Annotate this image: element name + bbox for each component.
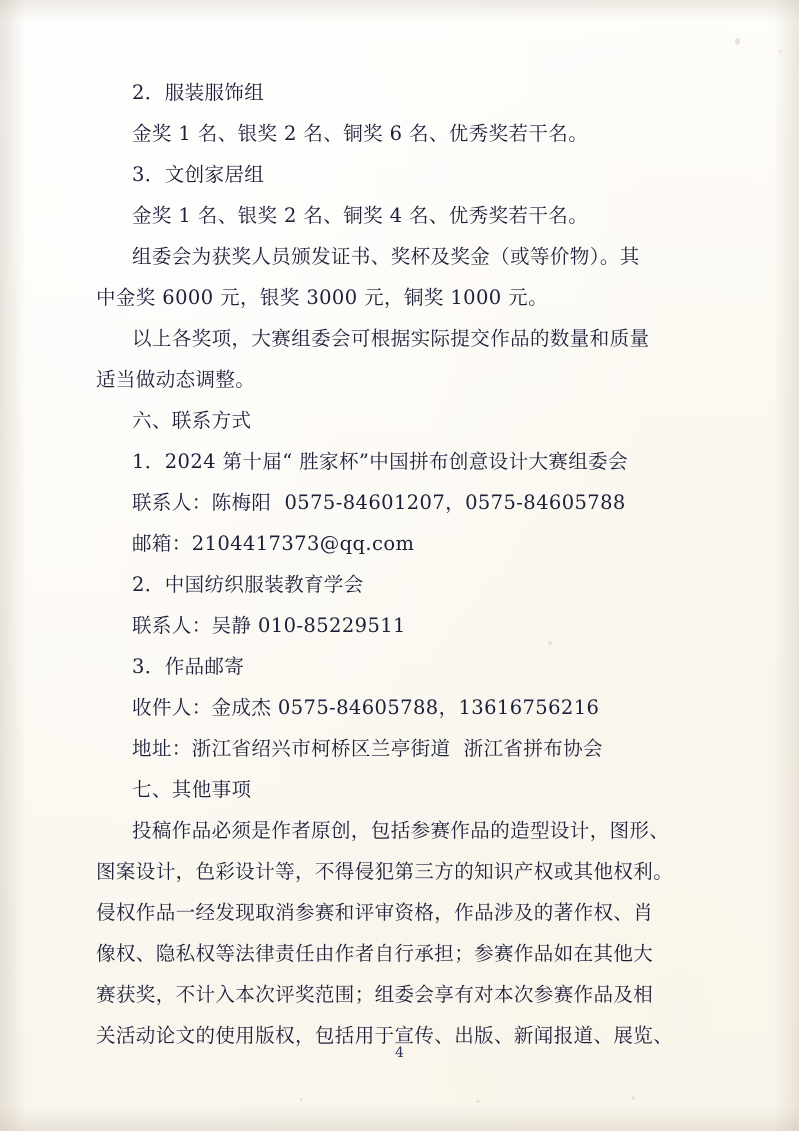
body-line: 图案设计，色彩设计等，不得侵犯第三方的知识产权或其他权利。 <box>96 860 674 883</box>
body-line-address: 地址：浙江省绍兴市柯桥区兰亭街道 浙江省拼布协会 <box>132 737 603 760</box>
page-bottom-shadow <box>0 1105 799 1131</box>
page-right-shadow <box>773 0 799 1131</box>
body-line-email: 邮箱：2104417373@qq.com <box>132 532 415 555</box>
body-line: 金奖 1 名、银奖 2 名、铜奖 4 名、优秀奖若干名。 <box>132 204 589 227</box>
body-line: 3．作品邮寄 <box>132 655 245 678</box>
body-line: 投稿作品必须是作者原创，包括参赛作品的造型设计，图形、 <box>132 819 670 842</box>
body-line: 关活动论文的使用版权，包括用于宣传、出版、新闻报道、展览、 <box>96 1024 674 1047</box>
scan-speck <box>476 1100 480 1103</box>
body-line: 收件人：金成杰 0575-84605788，13616756216 <box>132 696 600 719</box>
section-heading-contact: 六、联系方式 <box>132 409 252 432</box>
body-line: 以上各奖项，大赛组委会可根据实际提交作品的数量和质量 <box>132 327 650 350</box>
body-line: 2．服装服饰组 <box>132 81 265 104</box>
body-line: 像权、隐私权等法律责任由作者自行承担；参赛作品如在其他大 <box>96 942 654 965</box>
body-line: 金奖 1 名、银奖 2 名、铜奖 6 名、优秀奖若干名。 <box>132 122 589 145</box>
body-line: 联系人：陈梅阳 0575-84601207，0575-84605788 <box>132 491 626 514</box>
body-line: 赛获奖，不计入本次评奖范围；组委会享有对本次参赛作品及相 <box>96 983 654 1006</box>
body-line: 中金奖 6000 元，银奖 3000 元，铜奖 1000 元。 <box>96 286 548 309</box>
section-heading-other: 七、其他事项 <box>132 778 252 801</box>
page-left-shadow <box>0 0 26 1131</box>
document-body <box>96 72 708 1056</box>
scan-speck <box>300 1098 303 1101</box>
body-line: 2．中国纺织服装教育学会 <box>132 573 364 596</box>
scan-speck <box>632 1096 635 1100</box>
scan-speck <box>735 38 740 45</box>
body-line: 1．2024 第十届“ 胜家杯”中国拼布创意设计大赛组委会 <box>132 450 628 473</box>
body-line: 组委会为获奖人员颁发证书、奖杯及奖金（或等价物）。其 <box>132 245 640 268</box>
body-line: 侵权作品一经发现取消参赛和评审资格，作品涉及的著作权、肖 <box>96 901 654 924</box>
page-top-shadow <box>0 0 799 22</box>
scan-speck <box>779 50 782 53</box>
body-line: 3．文创家居组 <box>132 163 265 186</box>
body-line: 适当做动态调整。 <box>96 368 256 391</box>
page-number: 4 <box>395 1045 404 1061</box>
body-line: 联系人：吴静 010-85229511 <box>132 614 406 637</box>
